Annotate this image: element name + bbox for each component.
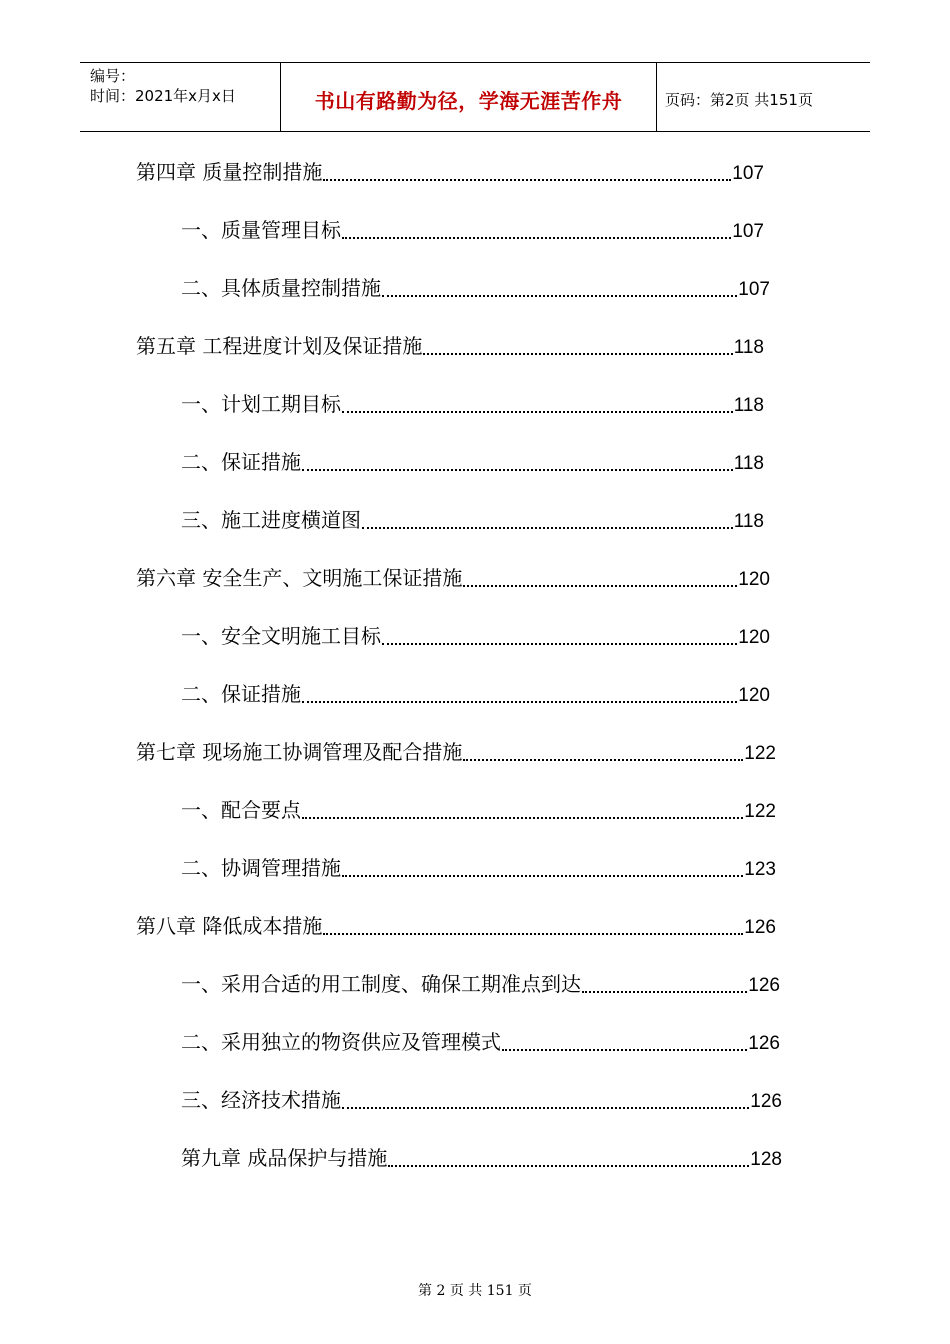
toc-leader-dots: [342, 871, 743, 877]
toc-entry[interactable]: [181, 1087, 782, 1115]
toc-entry[interactable]: [181, 1145, 782, 1173]
toc-leader-dots: [382, 639, 737, 645]
toc-leader-dots: [323, 175, 731, 181]
toc-entry-page: 120: [738, 685, 770, 706]
toc-entry[interactable]: [181, 623, 770, 651]
toc-entry-label: 一、安全文明施工目标: [181, 624, 381, 648]
toc-entry-label: 二、保证措施: [181, 450, 301, 474]
number-label: 编号：: [90, 67, 136, 85]
toc-entry-label: 第七章 现场施工协调管理及配合措施: [136, 740, 463, 764]
toc-entry[interactable]: [181, 217, 764, 245]
toc-entry-label: 第五章 工程进度计划及保证措施: [136, 334, 423, 358]
toc-leader-dots: [463, 755, 743, 761]
toc-entry-page: 126: [744, 917, 776, 938]
toc-entry-label: 第四章 质量控制措施: [136, 160, 323, 184]
toc-leader-dots: [342, 1103, 749, 1109]
page-footer: 第 2 页 共 151 页: [418, 1283, 532, 1299]
toc-entry[interactable]: [181, 275, 770, 303]
toc-leader-dots: [423, 349, 732, 355]
toc-entry-page: 126: [748, 975, 780, 996]
toc-entry-page: 118: [733, 395, 764, 416]
toc-leader-dots: [302, 697, 737, 703]
toc-entry-page: 126: [750, 1091, 782, 1112]
toc-entry-page: 120: [738, 627, 770, 648]
toc-entry-page: 122: [744, 743, 776, 764]
toc-entry-label: 二、保证措施: [181, 682, 301, 706]
toc-entry-page: 120: [738, 569, 770, 590]
toc-entry[interactable]: [181, 391, 764, 419]
toc-leader-dots: [388, 1161, 749, 1167]
toc-entry-label: 二、采用独立的物资供应及管理模式: [181, 1030, 501, 1054]
toc-leader-dots: [342, 233, 731, 239]
toc-leader-dots: [302, 813, 743, 819]
toc-entry[interactable]: [136, 159, 764, 187]
toc-entry[interactable]: [181, 855, 776, 883]
toc-entry[interactable]: [181, 1029, 780, 1057]
toc-entry-page: 128: [750, 1149, 782, 1170]
toc-entry[interactable]: [136, 739, 776, 767]
toc-entry-label: 一、计划工期目标: [181, 392, 341, 416]
toc-entry-label: 二、协调管理措施: [181, 856, 341, 880]
toc-entry-label: 一、质量管理目标: [181, 218, 341, 242]
toc-entry-label: 三、施工进度横道图: [181, 508, 361, 532]
toc-leader-dots: [463, 581, 737, 587]
toc-leader-dots: [302, 465, 733, 471]
toc-entry[interactable]: [181, 797, 776, 825]
toc-entry[interactable]: [136, 565, 770, 593]
toc-entry[interactable]: [136, 333, 764, 361]
toc-entry[interactable]: [181, 681, 770, 709]
toc-leader-dots: [342, 407, 733, 413]
toc-entry-page: 122: [744, 801, 776, 822]
toc-entry-label: 第六章 安全生产、文明施工保证措施: [136, 566, 463, 590]
toc-entry-label: 三、经济技术措施: [181, 1088, 341, 1112]
time-label: 时间：2021年x月x日: [90, 87, 236, 105]
toc-entry-label: 第九章 成品保护与措施: [181, 1146, 388, 1170]
toc-entry-page: 118: [733, 511, 764, 532]
toc-entry-label: 第八章 降低成本措施: [136, 914, 323, 938]
toc-entry-page: 118: [733, 337, 764, 358]
toc-entry-page: 107: [732, 163, 764, 184]
toc-entry-page: 107: [738, 279, 770, 300]
toc-entry-page: 107: [732, 221, 764, 242]
toc-leader-dots: [362, 523, 733, 529]
toc-entry-label: 二、具体质量控制措施: [181, 276, 381, 300]
toc-leader-dots: [502, 1045, 747, 1051]
toc-entry[interactable]: [181, 507, 764, 535]
toc-entry[interactable]: [181, 971, 780, 999]
toc-entry-label: 一、采用合适的用工制度、确保工期准点到达: [181, 972, 581, 996]
toc-entry-page: 123: [744, 859, 776, 880]
toc-leader-dots: [582, 987, 747, 993]
toc-leader-dots: [323, 929, 743, 935]
toc-entry-page: 126: [748, 1033, 780, 1054]
toc-leader-dots: [382, 291, 737, 297]
toc-entry[interactable]: [181, 449, 764, 477]
toc-entry-label: 一、配合要点: [181, 798, 301, 822]
motto-text: 书山有路勤为径，学海无涯苦作舟: [314, 89, 623, 113]
header-page-info: 页码：第2页 共151页: [665, 91, 813, 109]
toc-entry[interactable]: [136, 913, 776, 941]
toc-entry-page: 118: [733, 453, 764, 474]
